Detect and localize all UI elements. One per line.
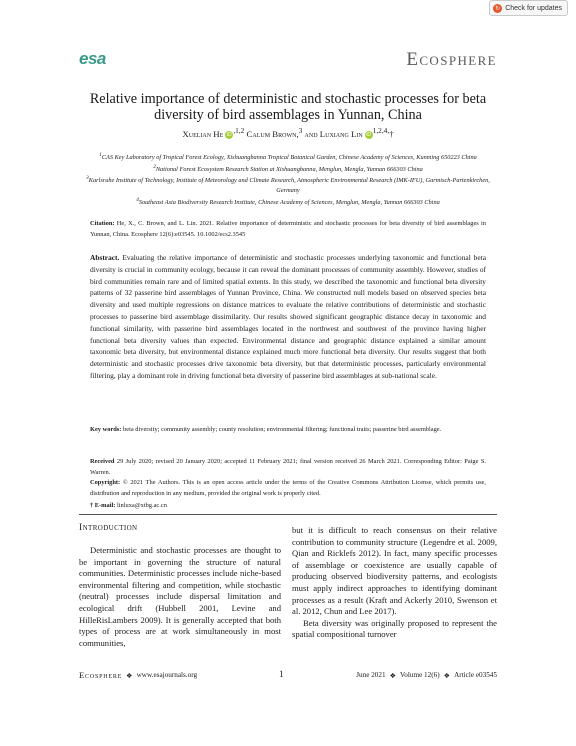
footer-url[interactable]: www.esajournals.org [136,671,198,679]
author-lin: Luxiang Lin [319,128,363,139]
received-label: Received [90,458,115,465]
received-text: 29 July 2020; revised 20 January 2020; accepted 11 February 2021; final version received 26 March 2021. Corresponding Editor: Paige S. Warren. [90,458,486,476]
footer-bullet-icon: ❖ [443,671,451,680]
copyright-text: © 2021 The Authors. This is an open access article under the terms of the Creative Commons Attribution License, which permits use, distribution and reproduction in any medium, provided the original work is properly cited. [90,479,486,497]
footer-volume: Volume 12(6) [400,671,440,679]
orcid-icon[interactable]: iD [366,131,372,138]
copyright [90,478,486,499]
footer-date: June 2021 [356,671,386,679]
check-for-updates-badge[interactable] [489,0,568,16]
author-brown: Calum Brown, [246,128,299,139]
keywords [90,425,486,436]
intro-paragraph-2: Beta diversity was originally proposed to represent the spatial compositional turnover [292,617,497,640]
author-he-affil: ,1,2 [233,126,245,135]
author-he: Xuelian He [182,128,224,139]
intro-column-2 [292,525,497,641]
section-divider [79,514,497,515]
footer-bullet-icon: ❖ [126,671,133,680]
intro-paragraph-continued: but it is difficult to reach consensus on their relative contribution to community structure (Legendre et al. 2009, Qian and Ricklefs 2012). In fact, many specific processes of assemblage or coexistence are usually capable of producing observed biodiversity patterns, and ecologists must apply indirect approaches to identifying dominant processes as a result (Kraft and Ackerly 2010, Swenson et al. 2012, Chun and Lee 2017). [292,525,497,617]
corresponding-email [90,501,486,512]
author-lin-affil: 1,2,4, [372,126,390,135]
orcid-icon[interactable]: iD [226,131,232,138]
copyright-label: Copyright: [90,479,121,486]
keywords-label: Key words: [90,426,122,433]
citation-label: Citation: [90,220,115,227]
page-number: 1 [279,669,284,679]
esa-logo: esa [79,49,106,68]
author-list [79,126,497,139]
citation-text: He, X., C. Brown, and L. Lin. 2021. Relative importance of deterministic and stochastic processes for beta diversity of bird assemblages in Yunnan, China. Ecosphere 12(6):e03545. 10.1002/ecs2.3545 [90,220,486,238]
page-footer [79,670,497,680]
article-title: Relative importance of deterministic and stochastic processes for beta diversity of bird assemblages in Yunnan, China [89,91,487,123]
footer-article: Article e03545 [454,671,497,679]
affiliation-3: $^3$Karlsruhe Institute of Technology, Institute of Meteorology and Climate Research, Atmospheric Environmental Research (IMK-IFU), Garmisch-Partenkirchen, Germany [86,175,490,195]
abstract [90,252,486,382]
email-address[interactable]: linluxa@xtbg.ac.cn [117,502,167,509]
intro-heading: Introduction [79,523,138,533]
keywords-text: beta diversity; community assembly; county resolution; environmental filtering; functional traits; passerine bird assemblage. [123,426,442,433]
author-brown-affil: 3 [298,126,303,135]
journal-name: Ecosphere [406,49,497,70]
affiliation-1: $^1$CAS Key Laboratory of Tropical Forest Ecology, Xishuangbanna Tropical Botanical Garden, Chinese Academy of Sciences, Kunming 650223 China [99,152,477,162]
footer-bullet-icon: ❖ [389,671,397,680]
corresponding-dagger: † [389,128,394,139]
author-and: and [304,128,318,139]
update-icon: ↻ [495,5,501,12]
affiliation-2: $^2$National Forest Ecosystem Research Station at Xishuangbanna, Menglun, Mengla, Yunnan 666303 China [153,163,423,173]
check-for-updates-label: Check for updates [505,4,562,12]
citation [90,219,486,240]
abstract-label: Abstract. [90,253,120,262]
affiliations [79,151,497,207]
abstract-text: Evaluating the relative importance of deterministic and stochastic processes underlying taxonomic and functional beta diversity is crucial in community ecology, because it can reveal the dominant processes of community assembly. However, studies of bird communities remain rare and of limited spatial extents. In this study, we described the taxonomic and functional beta diversity patterns of 32 passerine bird assemblages of Yunnan Province, China. We constructed null models based on observed species beta diversity and used multiple regressions on distance matrices to evaluate the relative contributions of deterministic and stochastic processes to passerine bird assemblage dissimilarity. Our results showed significant geographic distance decay in taxonomic and functional similarity, with passerine bird assemblages located in the northwest and southwest of the province having higher functional beta diversity values than expected. Environmental distance and geographic distance explained a similar amount taxonomic beta diversity, but environmental distance explained much more functional beta diversity. Our results suggest that both deterministic and stochastic processes drive taxonomic beta diversity, but that deterministic processes, particularly environmental filtering, play a dominant role in driving functional beta diversity of passerine bird assemblages at sub-national scale. [90,253,486,380]
affiliation-4: $^4$Southeast Asia Biodiversity Research Institute, Chinese Academy of Sciences, Menglun, Mengla, Yunnan 666303 China [136,196,440,206]
intro-column-1: Deterministic and stochastic processes are thought to be important in governing the structure of natural communities. Deterministic processes include niche-based environmental filtering and competition, while stochastic (neutral) processes include dispersal limitation and ecological drift (Hubbell 2001, Levine and HilleRisLambers 2009). It is generally accepted that both types of process are at work simultaneously in most communities, [79,545,281,648]
footer-journal: Ecosphere [79,670,123,680]
email-label: † E-mail: [90,502,116,509]
received-dates [90,457,486,478]
